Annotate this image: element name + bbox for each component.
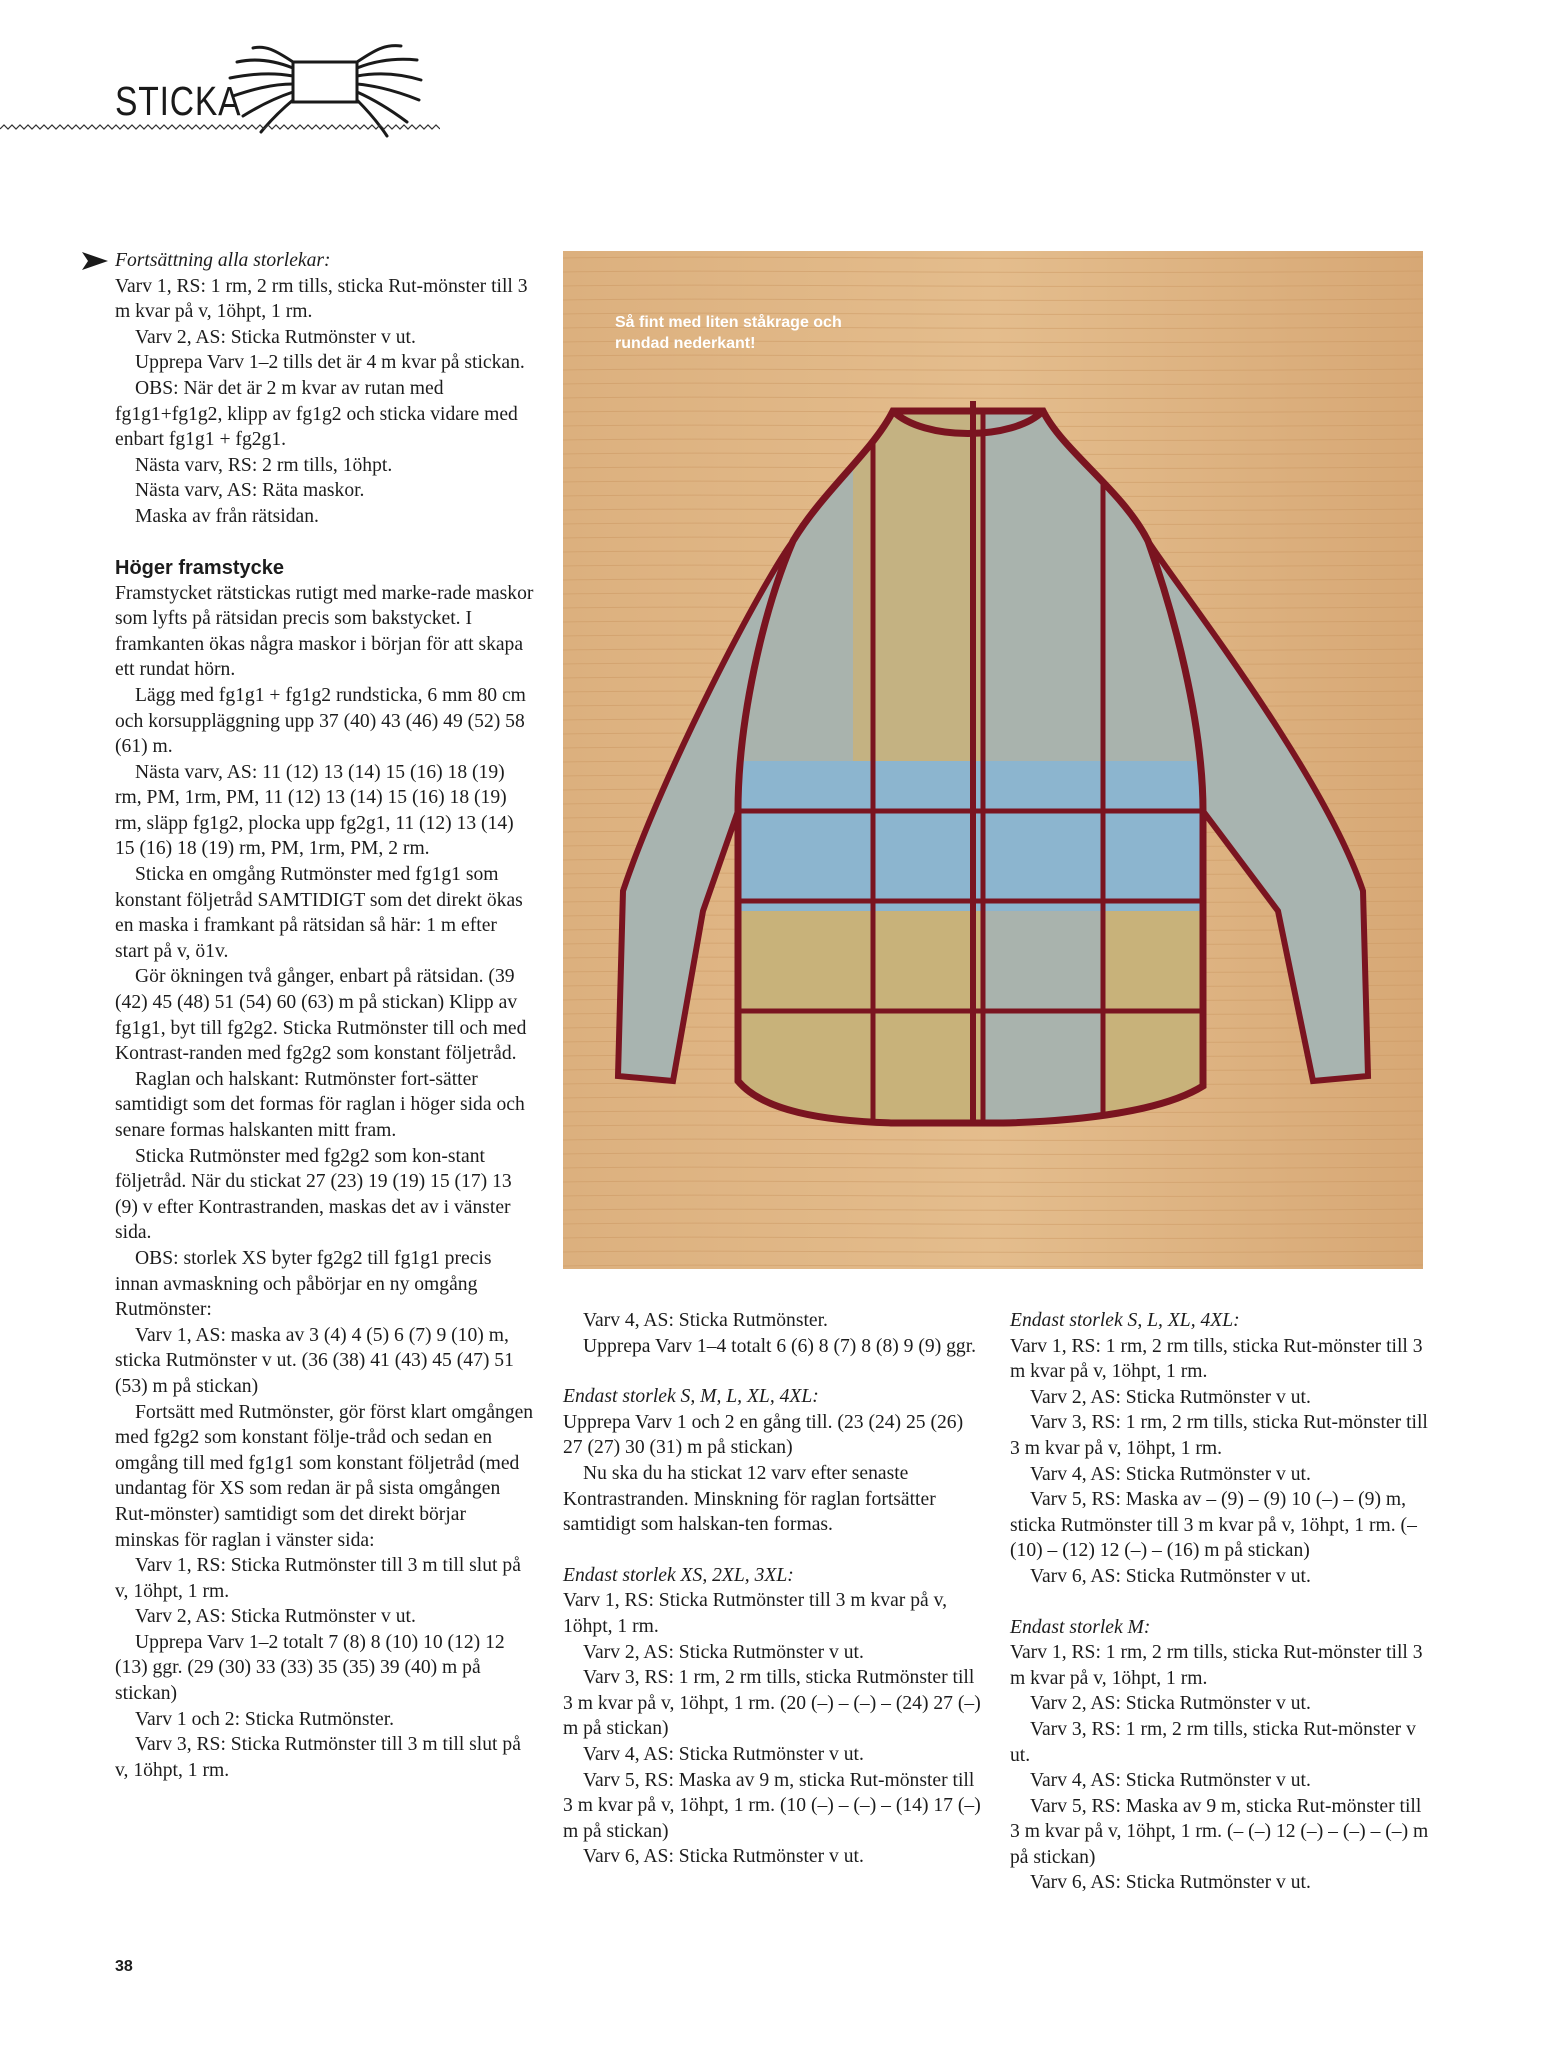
paragraph: Varv 4, AS: Sticka Rutmönster v ut.	[583, 1743, 864, 1765]
paragraph: Upprepa Varv 1 och 2 en gång till. (23 (24) 25 (26) 27 (27) 30 (31) m på stickan)	[563, 1411, 964, 1459]
paragraph: Lägg med fg1g1 + fg1g2 rundsticka, 6 mm 80 cm och korsuppläggning upp 37 (40) 43 (46) 49 (52) 58 (61) m.	[115, 684, 526, 758]
paragraph: OBS: storlek XS byter fg2g2 till fg1g1 precis innan avmaskning och påbörjar en ny omgång Rutmönster:	[115, 1247, 492, 1321]
spacer	[115, 530, 535, 555]
subheading: Fortsättning alla storlekar:	[115, 250, 331, 271]
paragraph: Varv 2, AS: Sticka Rutmönster v ut.	[583, 1641, 864, 1663]
paragraph: Varv 4, AS: Sticka Rutmönster v ut.	[1030, 1770, 1311, 1792]
paragraph: Raglan och halskant: Rutmönster fort-sätter samtidigt som det formas för raglan i höger sida och senare formas halskanten mitt fram.	[115, 1068, 525, 1141]
paragraph: Nästa varv, RS: 2 rm tills, 1öhpt.	[135, 454, 393, 476]
paragraph: Varv 4, AS: Sticka Rutmönster v ut.	[1030, 1463, 1311, 1485]
continuation-arrow-icon	[80, 250, 110, 272]
section-label: STICKA	[115, 78, 242, 124]
section-heading: Höger framstycke	[115, 556, 284, 579]
paragraph: Varv 3, RS: Sticka Rutmönster till 3 m till slut på v, 1öhpt, 1 rm.	[115, 1734, 521, 1781]
spacer	[563, 1538, 983, 1563]
page-header	[0, 0, 1550, 145]
paragraph: Sticka en omgång Rutmönster med fg1g1 som konstant följetråd SAMTIDIGT som det direkt ökas en maska i framkant på rätsidan så här: 1 m efter start på v, ö1v.	[115, 864, 523, 962]
paragraph: Framstycket rätstickas rutigt med marke-rade maskor som lyfts på rätsidan precis som bakstycket. I framkanten ökas några maskor i början för att skapa ett rundat hörn.	[115, 582, 534, 681]
paragraph: Varv 6, AS: Sticka Rutmönster v ut.	[1030, 1565, 1311, 1587]
text-column-1	[115, 248, 535, 1783]
paragraph: Upprepa Varv 1–2 totalt 7 (8) 8 (10) 10 (12) 12 (13) ggr. (29 (30) 33 (33) 35 (35) 39 (40) m på stickan)	[115, 1631, 505, 1705]
photo-caption: Så fint med liten ståkrage och rundad nederkant!	[615, 314, 842, 352]
subheading: Endast storlek S, L, XL, 4XL:	[1010, 1310, 1240, 1331]
subheading: Endast storlek M:	[1010, 1616, 1151, 1638]
header-divider	[0, 124, 440, 134]
paragraph: OBS: När det är 2 m kvar av rutan med fg1g1+fg1g2, klipp av fg1g2 och sticka vidare med enbart fg1g1 + fg2g1.	[115, 377, 518, 451]
paragraph: Maska av från rätsidan.	[135, 505, 319, 527]
paragraph: Varv 2, AS: Sticka Rutmönster v ut.	[135, 326, 416, 348]
paragraph: Fortsätt med Rutmönster, gör först klart omgången med fg2g2 som konstant följe-tråd och sedan en omgång till med fg1g1 som konstant följetråd (med undantag för XS som redan är på sista omgången Rut-mönster) samtidigt som det direkt börjar minskas för raglan i vänster sida:	[115, 1401, 534, 1551]
cardigan-photo	[563, 251, 1423, 1269]
paragraph: Varv 2, AS: Sticka Rutmönster v ut.	[1030, 1693, 1311, 1715]
paragraph: Varv 1, RS: 1 rm, 2 rm tills, sticka Rut-mönster till 3 m kvar på v, 1öhpt, 1 rm.	[1010, 1642, 1423, 1689]
paragraph: Varv 1, RS: Sticka Rutmönster till 3 m kvar på v, 1öhpt, 1 rm.	[563, 1590, 948, 1637]
paragraph: Sticka Rutmönster med fg2g2 som kon-stant följetråd. När du stickat 27 (23) 19 (19) 15 (17) 13 (9) v efter Kontrastranden, maskas det av i vänster sida.	[115, 1145, 512, 1244]
paragraph: Varv 6, AS: Sticka Rutmönster v ut.	[583, 1846, 864, 1868]
cardigan-illustration	[563, 251, 1423, 1269]
paragraph: Varv 5, RS: Maska av – (9) – (9) 10 (–) – (9) m, sticka Rutmönster till 3 m kvar på v, 1öhpt, 1 rm. (– (10) – (12) 12 (–) – (16) m på stickan)	[1010, 1489, 1417, 1562]
paragraph: Varv 2, AS: Sticka Rutmönster v ut.	[135, 1606, 416, 1628]
paragraph: Varv 2, AS: Sticka Rutmönster v ut.	[1030, 1386, 1311, 1408]
paragraph: Varv 3, RS: 1 rm, 2 rm tills, sticka Rut-mönster v ut.	[1010, 1718, 1416, 1766]
paragraph: Varv 1, RS: 1 rm, 2 rm tills, sticka Rut-mönster till 3 m kvar på v, 1öhpt, 1 rm.	[1010, 1335, 1423, 1383]
paragraph: Varv 5, RS: Maska av 9 m, sticka Rut-mönster till 3 m kvar på v, 1öhpt, 1 rm. (10 (–) – (–) – (14) 17 (–) m på stickan)	[563, 1769, 981, 1842]
paragraph: Nästa varv, AS: Räta maskor.	[135, 480, 365, 502]
paragraph: Nästa varv, AS: 11 (12) 13 (14) 15 (16) 18 (19) rm, PM, 1rm, PM, 11 (12) 13 (14) 15 (16) 18 (19) rm, släpp fg1g2, plocka upp fg2g1, 11 (12) 13 (14) 15 (16) 18 (19) rm, PM, 1rm, PM, 2 rm.	[115, 761, 514, 860]
paragraph: Varv 1 och 2: Sticka Rutmönster.	[135, 1708, 395, 1730]
text-column-3	[1010, 1308, 1430, 1896]
paragraph: Nu ska du ha stickat 12 varv efter senaste Kontrastranden. Minskning för raglan fortsätter samtidigt som halskan-ten formas.	[563, 1462, 936, 1536]
paragraph: Varv 6, AS: Sticka Rutmönster v ut.	[1030, 1872, 1311, 1894]
paragraph: Varv 3, RS: 1 rm, 2 rm tills, sticka Rut-mönster till 3 m kvar på v, 1öhpt, 1 rm.	[1010, 1412, 1428, 1459]
paragraph: Varv 1, RS: 1 rm, 2 rm tills, sticka Rut-mönster till 3 m kvar på v, 1öhpt, 1 rm.	[115, 275, 528, 323]
paragraph: Upprepa Varv 1–4 totalt 6 (6) 8 (7) 8 (8) 9 (9) ggr.	[583, 1335, 977, 1357]
text-column-2	[563, 1308, 983, 1870]
paragraph: Varv 1, RS: Sticka Rutmönster till 3 m till slut på v, 1öhpt, 1 rm.	[115, 1555, 521, 1602]
paragraph: Gör ökningen två gånger, enbart på rätsidan. (39 (42) 45 (48) 51 (54) 60 (63) m på stickan) Klipp av fg1g1, byt till fg2g2. Sticka Rutmönster till och med Kontrast-randen med fg2g2 som konstant följetråd.	[115, 966, 527, 1065]
spacer	[1010, 1590, 1430, 1615]
spacer	[563, 1359, 983, 1384]
paragraph: Upprepa Varv 1–2 tills det är 4 m kvar på stickan.	[135, 352, 525, 374]
paragraph: Varv 5, RS: Maska av 9 m, sticka Rut-mönster till 3 m kvar på v, 1öhpt, 1 rm. (– (–) 12 (–) – (–) – (–) m på stickan)	[1010, 1795, 1429, 1868]
page-number: 38	[115, 1958, 133, 1975]
subheading: Endast storlek XS, 2XL, 3XL:	[563, 1564, 794, 1586]
paragraph: Varv 1, AS: maska av 3 (4) 4 (5) 6 (7) 9 (10) m, sticka Rutmönster v ut. (36 (38) 41 (43) 45 (47) 51 (53) m på stickan)	[115, 1324, 514, 1397]
paragraph: Varv 3, RS: 1 rm, 2 rm tills, sticka Rutmönster till 3 m kvar på v, 1öhpt, 1 rm. (20 (–) – (–) – (24) 27 (–) m på stickan)	[563, 1667, 981, 1740]
paragraph: Varv 4, AS: Sticka Rutmönster.	[583, 1310, 828, 1331]
subheading: Endast storlek S, M, L, XL, 4XL:	[563, 1386, 819, 1408]
